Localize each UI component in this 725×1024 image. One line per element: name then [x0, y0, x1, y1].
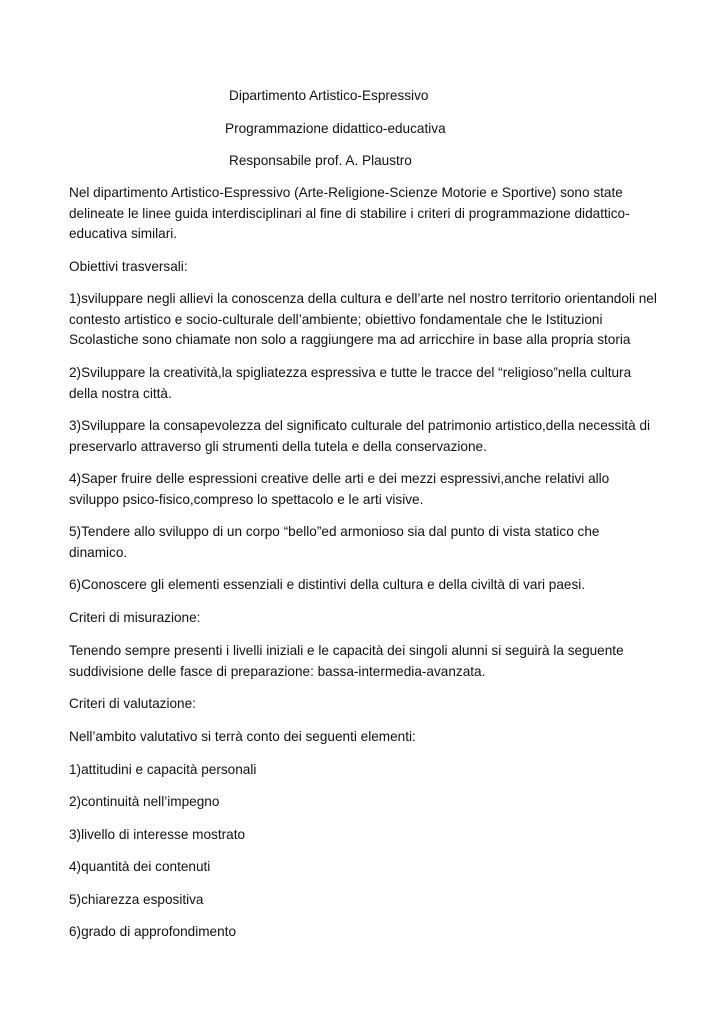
objective-item-4: 4)Saper fruire delle espressioni creative delle arti e dei mezzi espressivi,anche relativi allo sviluppo psico-fisico,compreso lo spettacolo e le arti visive. [69, 471, 610, 507]
objective-item-5: 5)Tendere allo sviluppo di un corpo “bello”ed armonioso sia dal punto di vista statico che dinamico. [69, 524, 600, 560]
department-title: Dipartimento Artistico-Espressivo [229, 88, 429, 103]
objective-item-6: 6)Conoscere gli elementi essenziali e distintivi della cultura e della civiltà di vari paesi. [69, 577, 586, 592]
evaluation-item-1: 1)attitudini e capacità personali [69, 762, 257, 777]
evaluation-intro: Nell’ambito valutativo si terrà conto dei seguenti elementi: [69, 729, 416, 744]
evaluation-heading: Criteri di valutazione: [69, 696, 196, 711]
evaluation-item-5: 5)chiarezza espositiva [69, 892, 204, 907]
objective-item-3: 3)Sviluppare la consapevolezza del significato culturale del patrimonio artistico,della necessità di preservarlo attraverso gli strumenti della tutela e della conservazione. [69, 418, 651, 454]
measurement-heading: Criteri di misurazione: [69, 610, 201, 625]
evaluation-item-4: 4)quantità dei contenuti [69, 859, 211, 874]
evaluation-item-2: 2)continuità nell’impegno [69, 794, 220, 809]
evaluation-item-3: 3)livello di interesse mostrato [69, 827, 246, 842]
responsible-line: Responsabile prof. A. Plaustro [229, 153, 412, 168]
evaluation-item-6: 6)grado di approfondimento [69, 924, 237, 939]
programming-title: Programmazione didattico-educativa [225, 121, 446, 136]
objective-item-1: 1)sviluppare negli allievi la conoscenza della cultura e dell’arte nel nostro territorio orientandoli nel contesto artistico e socio-culturale dell’ambiente; obiettivo fondamentale che le Istituzioni Scolastiche sono chiamate non solo a raggiungere ma ad arricchire in base alla propria storia [69, 291, 657, 347]
objectives-heading: Obiettivi trasversali: [69, 259, 188, 274]
intro-paragraph: Nel dipartimento Artistico-Espressivo (Arte-Religione-Scienze Motorie e Sportive) sono state delineate le linee guida interdisciplinari al fine di stabilire i criteri di programmazione didattico-educativa similari. [69, 185, 630, 241]
objective-item-2: 2)Sviluppare la creatività,la spigliatezza espressiva e tutte le tracce del “religioso”nella cultura della nostra città. [69, 365, 632, 401]
measurement-paragraph: Tenendo sempre presenti i livelli iniziali e le capacità dei singoli alunni si seguirà la seguente suddivisione delle fasce di preparazione: bassa-intermedia-avanzata. [69, 643, 624, 679]
